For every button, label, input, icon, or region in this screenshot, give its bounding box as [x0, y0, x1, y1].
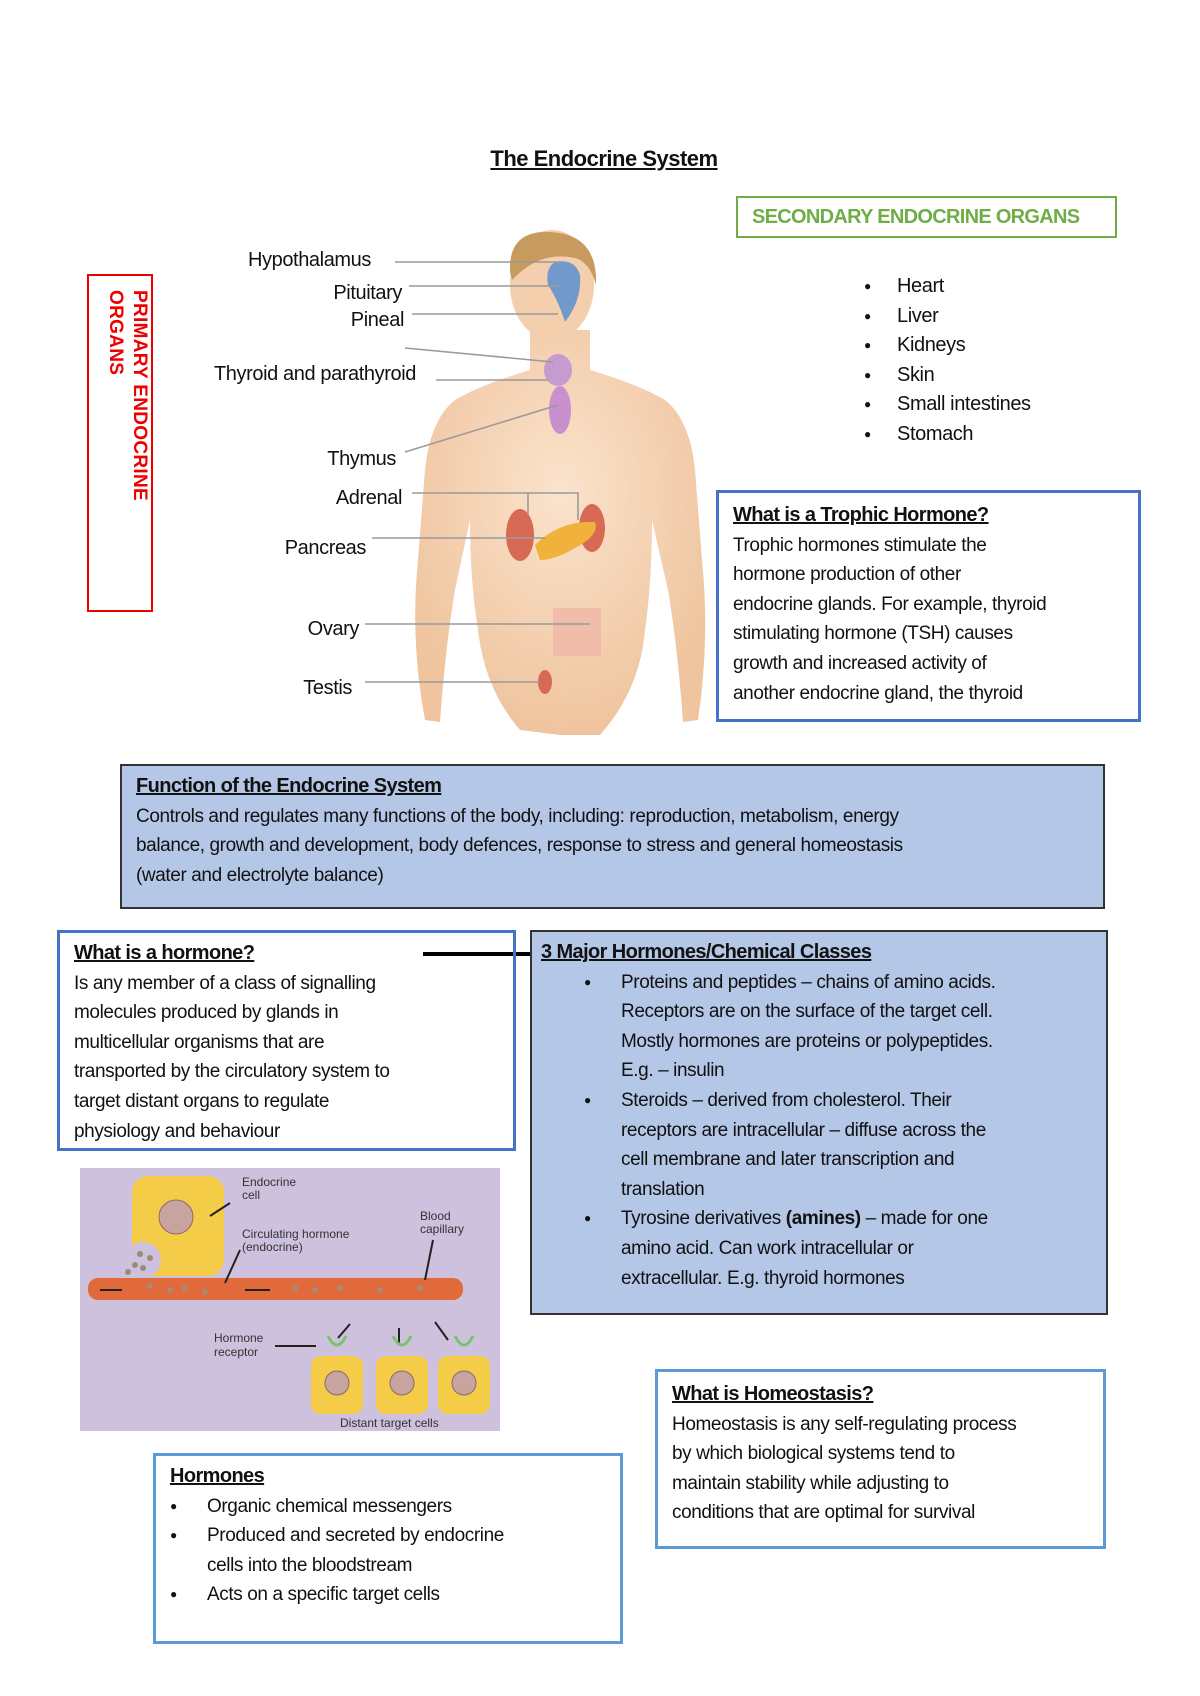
- testis: [538, 670, 552, 694]
- secondary-organs-list: [864, 272, 1031, 450]
- primary-label-line1: PRIMARY ENDOCRINE: [129, 290, 150, 501]
- chemical-classes-box: [530, 930, 1108, 1315]
- text-line: extracellular. E.g. thyroid hormones: [621, 1267, 905, 1289]
- primary-label-line2: ORGANS: [105, 290, 126, 376]
- function-box: [120, 764, 1105, 909]
- hormones-heading: Hormones: [170, 1465, 265, 1487]
- list-item: [170, 1492, 606, 1522]
- list-item: [546, 1204, 1092, 1293]
- text-line: receptors are intracellular – diffuse across the: [621, 1119, 986, 1141]
- text-line: transported by the circulatory system to: [74, 1061, 390, 1083]
- text-line: conditions that are optimal for survival: [672, 1502, 975, 1524]
- text-line: physiology and behaviour: [74, 1120, 280, 1142]
- text-line: by which biological systems tend to: [672, 1443, 955, 1465]
- list-item: ● Kidneys: [864, 331, 1031, 361]
- secondary-organs-heading: SECONDARY ENDOCRINE ORGANS: [736, 196, 1117, 238]
- label-ovary: Ovary: [307, 618, 359, 640]
- list-item: [546, 968, 1092, 1086]
- text-line: E.g. – insulin: [621, 1060, 725, 1082]
- homeostasis-box: [655, 1369, 1106, 1549]
- text-span: – made for one: [860, 1208, 988, 1230]
- text-line: (water and electrolyte balance): [136, 864, 384, 886]
- text-line: cells into the bloodstream: [207, 1554, 413, 1576]
- bold-text: (amines): [785, 1208, 861, 1230]
- list-item: ● Heart: [864, 272, 1031, 302]
- text-line: Mostly hormones are proteins or polypeptides.: [621, 1030, 993, 1052]
- text-line: stimulating hormone (TSH) causes: [733, 623, 1013, 645]
- page-title: The Endocrine System: [490, 146, 718, 171]
- diagram-label: Blood: [420, 1209, 451, 1223]
- text-line: Is any member of a class of signalling: [74, 972, 376, 994]
- label-pineal: Pineal: [350, 309, 404, 331]
- what-is-hormone-box: [57, 930, 516, 1151]
- endocrine-signalling-diagram: [80, 1168, 500, 1431]
- trophic-heading: What is a Trophic Hormone?: [733, 504, 989, 526]
- text-line: amino acid. Can work intracellular or: [621, 1237, 914, 1259]
- diagram-label: Circulating hormone: [242, 1227, 350, 1241]
- text-line: translation: [621, 1178, 705, 1200]
- diagram-label: (endocrine): [242, 1240, 303, 1254]
- diagram-label: receptor: [214, 1345, 259, 1359]
- text-line: growth and increased activity of: [733, 652, 987, 674]
- text-line: ● Produced and secreted by endocrine: [207, 1525, 504, 1547]
- text-line: cell membrane and later transcription and: [621, 1149, 955, 1171]
- text-span: Tyrosine derivatives: [621, 1208, 786, 1230]
- diagram-label: Distant target cells: [340, 1416, 439, 1430]
- label-testis: Testis: [303, 677, 352, 699]
- label-hypothalamus: Hypothalamus: [247, 249, 371, 271]
- text-line: maintain stability while adjusting to: [672, 1472, 949, 1494]
- label-thymus: Thymus: [327, 448, 396, 470]
- list-item: ● Small intestines: [864, 390, 1031, 420]
- thymus: [549, 386, 571, 434]
- list-item: ● Stomach: [864, 420, 1031, 450]
- classes-heading: 3 Major Hormones/Chemical Classes: [541, 941, 872, 963]
- list-item: [170, 1521, 606, 1580]
- label-pituitary: Pituitary: [333, 282, 402, 304]
- text-line: hormone production of other: [733, 564, 961, 586]
- function-heading: Function of the Endocrine System: [136, 775, 442, 797]
- text-line: ● Proteins and peptides – chains of amino acids.: [621, 971, 996, 993]
- text-line: molecules produced by glands in: [74, 1002, 339, 1024]
- text-line: ● Organic chemical messengers: [207, 1495, 452, 1517]
- hormones-box: [153, 1453, 623, 1644]
- text-line: endocrine glands. For example, thyroid: [733, 593, 1047, 615]
- homeostasis-heading: What is Homeostasis?: [672, 1383, 874, 1405]
- diagram-label: cell: [242, 1188, 261, 1202]
- label-pancreas: Pancreas: [284, 537, 366, 559]
- kidney-left: [506, 509, 534, 561]
- text-line: ● Acts on a specific target cells: [207, 1584, 440, 1606]
- text-line: balance, growth and development, body defences, response to stress and general homeostasis: [136, 835, 903, 857]
- text-line: Trophic hormones stimulate the: [733, 534, 987, 556]
- trophic-hormone-box: [716, 490, 1141, 722]
- list-item: [546, 1086, 1092, 1204]
- list-item: ● Liver: [864, 302, 1031, 332]
- text-line: multicellular organisms that are: [74, 1031, 325, 1053]
- hormone-heading: What is a hormone?: [74, 942, 255, 964]
- diagram-label: Hormone: [214, 1331, 264, 1345]
- text-line: another endocrine gland, the thyroid: [733, 682, 1023, 704]
- text-line: ● Steroids – derived from cholesterol. Their: [621, 1089, 952, 1111]
- label-adrenal: Adrenal: [335, 487, 402, 509]
- list-item: ● Skin: [864, 361, 1031, 391]
- diagram-label: Endocrine: [242, 1175, 297, 1189]
- thyroid: [544, 354, 572, 386]
- text-line: target distant organs to regulate: [74, 1090, 330, 1112]
- list-item: [170, 1580, 606, 1610]
- text-line: Homeostasis is any self-regulating process: [672, 1413, 1017, 1435]
- text-line: Receptors are on the surface of the target cell.: [621, 1001, 993, 1023]
- text-line: Controls and regulates many functions of the body, including: reproduction, metabolism, energy: [136, 805, 899, 827]
- label-thyroid: Thyroid and parathyroid: [213, 363, 416, 385]
- ovary: [553, 608, 601, 656]
- diagram-label: capillary: [420, 1222, 465, 1236]
